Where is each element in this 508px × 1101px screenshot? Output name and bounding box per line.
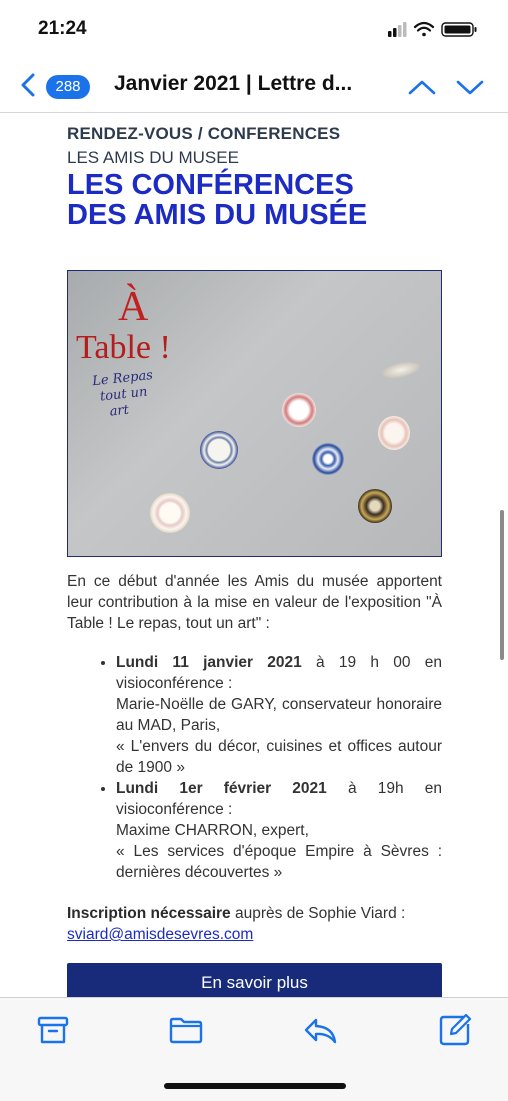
inscription-bold: Inscription nécessaire xyxy=(67,905,231,922)
message-title: Janvier 2021 | Lettre d... xyxy=(114,72,353,95)
next-message-icon[interactable] xyxy=(455,74,485,100)
plate-blue-floral xyxy=(200,431,238,469)
article-headline xyxy=(67,170,442,230)
event-speaker: Marie-Noëlle de GARY, conservateur honoraire au MAD, Paris, xyxy=(116,696,442,734)
list-item xyxy=(116,652,442,778)
list-item xyxy=(116,778,442,883)
back-chevron-icon[interactable] xyxy=(14,70,44,100)
unread-count-badge[interactable]: 288 xyxy=(46,75,90,99)
inscription-note xyxy=(67,903,442,945)
image-text-a: À xyxy=(118,284,149,330)
learn-more-button[interactable]: En savoir plus xyxy=(67,963,442,1003)
reply-icon[interactable] xyxy=(302,1012,338,1048)
mail-nav-bar xyxy=(0,62,508,113)
event-list xyxy=(67,652,442,883)
plate-gold-black xyxy=(358,489,392,523)
previous-message-icon[interactable] xyxy=(407,74,437,100)
compose-icon[interactable] xyxy=(437,1012,473,1048)
battery-icon xyxy=(442,23,477,36)
inscription-text: auprès de Sophie Viard : xyxy=(230,905,406,922)
event-title: « L'envers du décor, cuisines et offices autour de 1900 » xyxy=(116,738,442,776)
section-subhead: LES AMIS DU MUSEE xyxy=(67,148,239,167)
message-body xyxy=(67,112,442,945)
intro-paragraph: En ce début d'année les Amis du musée apportent leur contribution à la mise en valeur de l'exposition "À Table ! Le repas, tout un art" : xyxy=(67,573,442,632)
archive-icon[interactable] xyxy=(35,1012,71,1048)
image-text-handwritten: Le Repas tout un art xyxy=(91,367,154,420)
signal-icon xyxy=(388,22,407,37)
headline-line-1: LES CONFÉRENCES xyxy=(67,169,354,201)
image-text-table: Table ! xyxy=(76,329,171,366)
plate-white-floral xyxy=(150,493,190,533)
status-time: 21:24 xyxy=(38,18,87,39)
status-bar xyxy=(0,0,508,60)
email-link[interactable]: sviard@amisdesevres.com xyxy=(67,926,254,943)
event-time: à 19 h 00 en visioconférence : xyxy=(116,654,442,692)
status-icons xyxy=(388,20,484,38)
event-date: Lundi 11 janvier 2021 xyxy=(116,654,302,671)
event-time: à 19h en visioconférence : xyxy=(116,780,442,818)
section-kicker: RENDEZ-VOUS / CONFERENCES xyxy=(67,124,341,143)
exhibition-image xyxy=(67,270,442,557)
wifi-icon xyxy=(415,23,433,36)
plate-blue-pattern xyxy=(312,443,344,475)
event-title: « Les services d'époque Empire à Sèvres : dernières découvertes » xyxy=(116,843,442,881)
plate-pink-solid xyxy=(378,416,410,450)
event-speaker: Maxime CHARRON, expert, xyxy=(116,822,309,839)
headline-line-2: DES AMIS DU MUSÉE xyxy=(67,199,368,231)
scrollbar[interactable] xyxy=(500,510,504,660)
plate-pink-rim xyxy=(282,393,316,427)
plate-oyster xyxy=(381,359,421,381)
home-indicator[interactable] xyxy=(164,1083,346,1089)
event-date: Lundi 1er février 2021 xyxy=(116,780,327,797)
folder-icon[interactable] xyxy=(168,1012,204,1048)
